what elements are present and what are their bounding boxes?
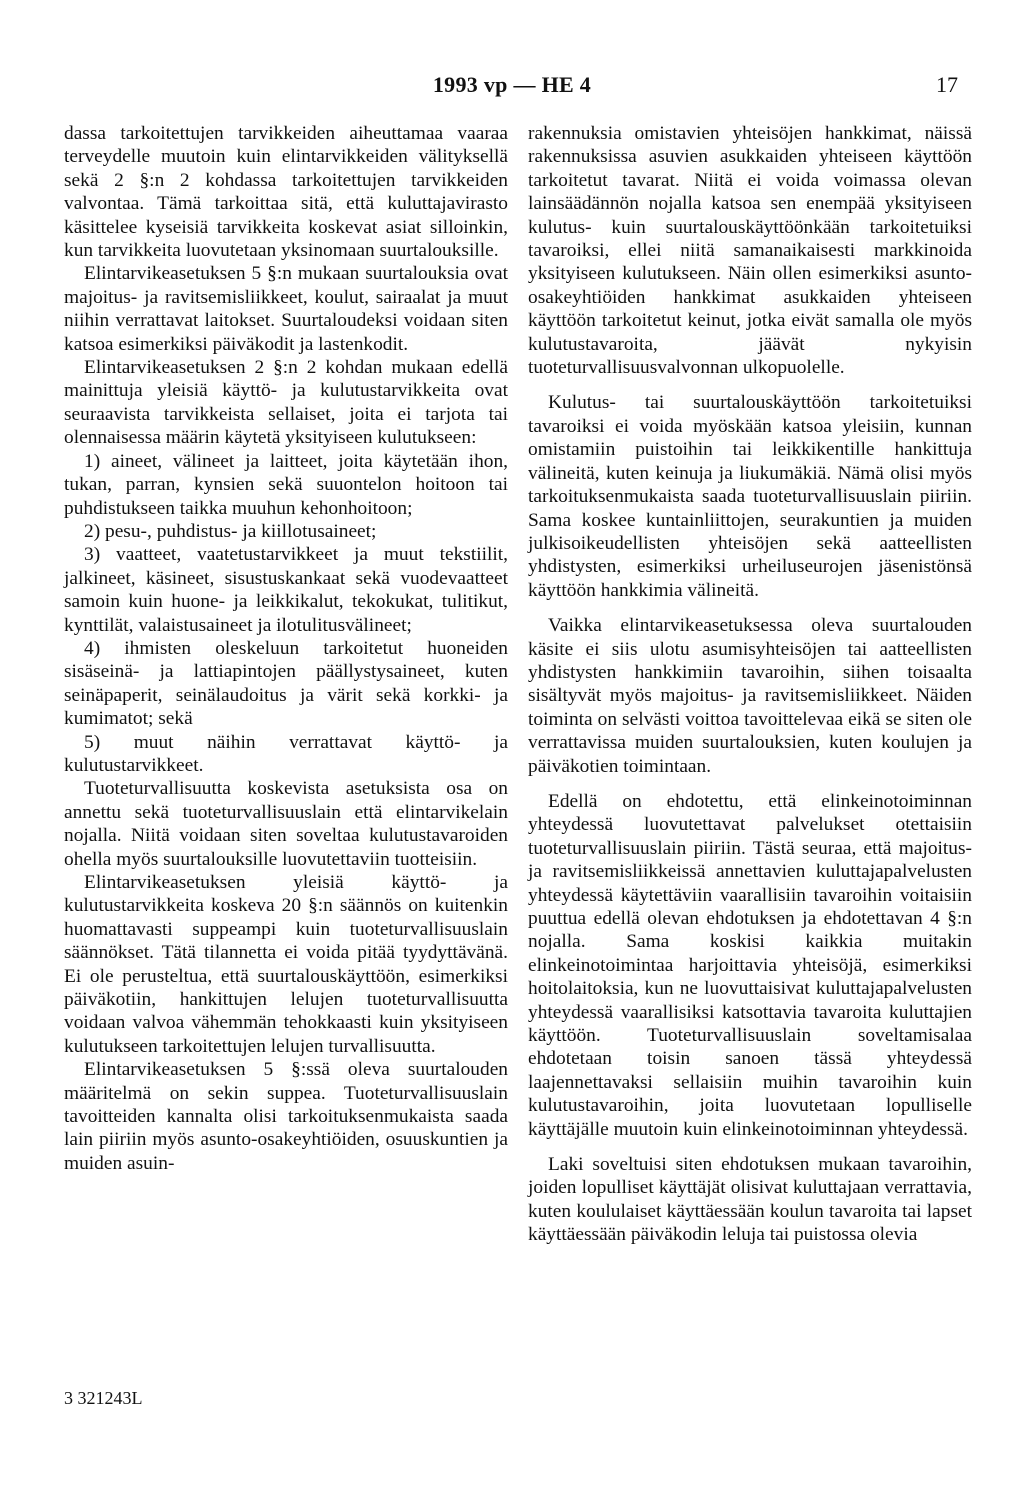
paragraph: rakennuksia omistavien yhteisöjen hankkimat, näissä rakennuksissa asuvien asukkaiden yhteiseen käyttöön tarkoitetut tavarat. Niitä ei voida voimassa olevan lainsäädännön nojalla katsoa sen enempää yksityiseen kulutus- kuin suurtalouskäyttöönkään tarkoitetuiksi tavaroiksi, ellei niitä samanaikaisesti markkinoida yksityiseen kulutukseen. Näin ollen esimerkiksi asunto-osakeyhtiöiden hankkimat asukkaiden yhteiseen käyttöön tarkoitetut keinut, jotka eivät samalla ole myös kulutustavaroita, jäävät nykyisin tuoteturvallisuusvalvonnan ulkopuolelle. xyxy=(528,123,972,379)
paragraph: Elintarvikeasetuksen 2 §:n 2 kohdan mukaan edellä mainittuja yleisiä käyttö- ja kulutustarvikkeita ovat seuraavista tarvikkeista sellaiset, joita ei tarjota tai olennaisessa määrin käytetä yksityiseen kulutukseen: xyxy=(64,357,508,449)
list-item: 2) pesu-, puhdistus- ja kiillotusaineet; xyxy=(84,520,377,542)
page-header xyxy=(0,72,1024,104)
list-item: 1) aineet, välineet ja laitteet, joita käytetään ihon, tukan, parran, kynsien sekä suuontelon hoitoon tai puhdistukseen taikka muuhun kehonhoitoon; xyxy=(64,450,508,519)
list-item: 5) muut näihin verrattavat käyttö- ja kulutustarvikkeet. xyxy=(64,731,508,776)
paragraph: dassa tarkoitettujen tarvikkeiden aiheuttamaa vaaraa terveydelle muutoin kuin elintarvikkeiden välityksellä sekä 2 §:n 2 kohdassa tarkoitettujen tarvikkeiden valvontaa. Tämä tarkoittaa sitä, että kuluttajavirasto käsittelee kyseisiä tarvikkeita koskevat asiat silloinkin, kun tarvikkeita luovutetaan yksinomaan suurtalouksille. xyxy=(64,123,508,262)
paragraph: Kulutus- tai suurtalouskäyttöön tarkoitetuiksi tavaroiksi ei voida myöskään katsoa yleisiin, kunnan omistamiin puistoihin tai leikkikentille hankittuja välineitä, kuten keinuja ja liukumäkiä. Nämä olisi myös tarkoituksenmukaista saada tuoteturvallisuuslain piiriin. Sama koskee kuntainliittojen, seurakuntien ja muiden julkisoikeudellisten yhteisöjen sekä aatteellisten yhdistysten, esimerkiksi urheiluseurojen jäsenistönsä käyttöön hankkimia välineitä. xyxy=(528,392,972,601)
right-column xyxy=(528,122,972,1247)
paragraph: Elintarvikeasetuksen yleisiä käyttö- ja kulutustarvikkeita koskeva 20 §:n säännös on kuitenkin huomattavasti suppeampi kuin tuoteturvallisuuslain säännökset. Tätä tilannetta ei voida pitää tyydyttävänä. Ei ole perusteltua, että suurtalouskäyttöön, esimerkiksi päiväkotiin, hankittujen lelujen tuoteturvallisuutta voidaan valvoa vähemmän tehokkaasti kuin yksityiseen kulutukseen tarkoitettujen lelujen turvallisuutta. xyxy=(64,872,508,1057)
list-item: 4) ihmisten oleskeluun tarkoitetut huoneiden sisäseinä- ja lattiapintojen päällystysaineet, kuten seinäpaperit, seinälaudoitus ja värit sekä korkki- ja kumimatot; sekä xyxy=(64,637,508,730)
paragraph: Elintarvikeasetuksen 5 §:n mukaan suurtalouksia ovat majoitus- ja ravitsemisliikkeet, koulut, sairaalat ja muut niihin verrattavat laitokset. Suurtaloudeksi voidaan siten katsoa esimerkiksi päiväkodit ja lastenkodit. xyxy=(64,263,508,355)
paragraph: Vaikka elintarvikeasetuksessa oleva suurtalouden käsite ei siis ulotu asumisyhteisöjen tai aatteellisten yhdistysten hankkimiin tavaroihin, siihen toisaalta sisältyvät myös majoitus- ja ravitsemisliikkeet. Näiden toiminta on selvästi voittoa tavoittelevaa eikä se siten ole verrattavissa muiden suurtalouksien, kuten koulujen ja päiväkotien toimintaan. xyxy=(528,615,972,777)
paragraph: Laki soveltuisi siten ehdotuksen mukaan tavaroihin, joiden lopulliset käyttäjät olisivat kuluttajaan verrattavia, kuten koululaiset käyttäessään koulun tavaroita tai lapset käyttäessään päiväkodin leluja tai puistossa olevia xyxy=(528,1154,972,1246)
page-number: 17 xyxy=(936,72,958,97)
paragraph: Edellä on ehdotettu, että elinkeinotoiminnan yhteydessä luovutettavat palvelukset otettaisiin tuoteturvallisuuslain piiriin. Tästä seuraa, että majoitus- ja ravitsemisliikkeissä annettavien kuluttajapalvelusten yhteydessä käytettäviin vaarallisiin tavaroihin voitaisiin puuttua edellä olevan ehdotuksen ja ehdotettavan 4 §:n nojalla. Sama koskisi kaikkia muitakin elinkeinotoimintaa harjoittavia yhteisöjä, esimerkiksi hoitolaitoksia, kun ne luovuttaisivat kuluttajapalvelusten yhteydessä vaarallisiksi katsottavia tavaroita kuluttajien käyttöön. Tuoteturvallisuuslain soveltamisalaa ehdotetaan toisin sanoen tässä yhteydessä laajennettavaksi sellaisiin muihin tavaroihin kuin kulutustavaroihin, joita luovutetaan lopulliselle käyttäjälle muutoin kuin elinkeinotoiminnan yhteydessä. xyxy=(528,790,972,1140)
left-column xyxy=(64,122,508,1175)
paragraph: Elintarvikeasetuksen 5 §:ssä oleva suurtalouden määritelmä on sekin suppea. Tuoteturvallisuuslain tavoitteiden kannalta olisi tarkoituksenmukaista saada lain piiriin myös asunto-osakeyhtiöiden, osuuskuntien ja muiden asuin- xyxy=(64,1059,508,1174)
running-head: 1993 vp — HE 4 xyxy=(432,72,592,97)
list-item: 3) vaatteet, vaatetustarvikkeet ja muut tekstiilit, jalkineet, käsineet, sisustuskankaat sekä vuodevaatteet samoin kuin huone- ja leikkikalut, tekokukat, tulitikut, kynttilät, valaistusaineet ja ilotulitusvälineet; xyxy=(64,544,508,636)
print-code: 3 321243L xyxy=(64,1388,143,1408)
paragraph: Tuoteturvallisuutta koskevista asetuksista osa on annettu sekä tuoteturvallisuuslain että elintarvikelain nojalla. Niitä voidaan siten soveltaa kulutustavaroiden ohella myös suurtalouksille luovutettaviin tuotteisiin. xyxy=(64,778,508,870)
